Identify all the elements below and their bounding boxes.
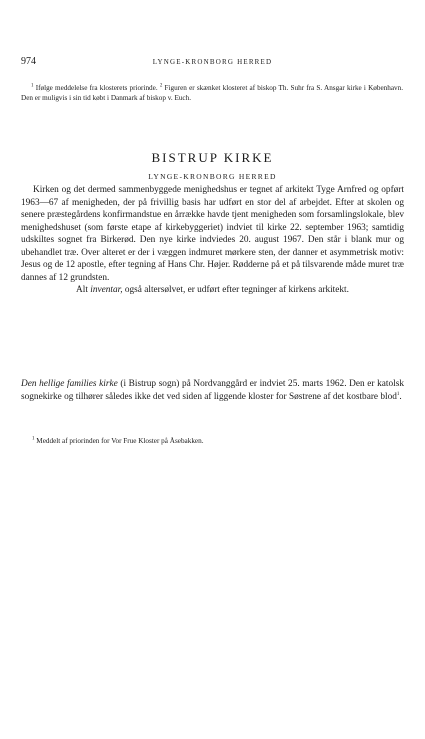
section-title: BISTRUP KIRKE [151,150,274,165]
footnote-text: Meddelt af priorinden for Vor Frue Kloster på Åsebakken. [36,437,204,445]
section-subtitle: LYNGE-KRONBORG HERRED [148,172,277,181]
church-name: Den hellige families kirke [21,379,118,389]
inventar-line [21,284,404,297]
page-number: 974 [21,56,36,67]
footnote-mark: 2 [159,83,163,89]
sentence-end: . [399,391,402,402]
body-text [21,184,404,297]
lead-paragraph: Kirken og det dermed sammenbyggede menighedshus er tegnet af arkitekt Tyge Arnfred og opført 1963—67 af menigheden, der på frivillig basis har udført en stor del af arbejdet. Efter at skolen og senere præstegårdens konfirmandstue en årrække havde tjent menigheden som forsamlingslokale, blev menighedshuset (som første etape af kirkebyggeriet) indviet til kirke 22. september 1963; samtidig udskiltes sognet fra Birkerød. Den nye kirke indviedes 20. august 1967. Den står i blank mur og ubehandlet træ. Over alteret er der i væggen indmuret mørkere sten, der danner et asymmetrisk motiv: Jesus og de 12 apostle, efter tegning af Hans Chr. Højer. Rødderne på et på tilsvarende måde muret træ dannes af 12 grundsten. [21,185,404,283]
top-footnote [21,84,403,103]
inventar-prefix: Alt [76,285,88,295]
inventar-italic: inventar, [90,285,123,295]
running-head: LYNGE-KRONBORG HERRED [152,58,273,66]
footnote-mark: 1 [31,83,34,89]
footnote-mark: 1 [396,391,400,397]
second-paragraph [21,378,404,403]
footnote-text: Ifølge meddelelse fra klosterets priorinde. [35,84,158,92]
inventar-rest: også altersølvet, er udført efter tegninger af kirkens arkitekt. [124,285,349,295]
footnote-text: Figuren er skænket klosteret af biskop Th. Suhr fra S. Ansgar kirke i København. Den er muligvis i sin tid købt i Danmark af biskop v. Euch. [21,84,404,102]
footnote-mark: 1 [32,436,35,442]
bottom-footnote [32,437,402,447]
second-paragraph-text: (i Bistrup sogn) på Nordvanggård er indviet 25. marts 1962. Den er katolsk sognekirke og tilhører således ikke det ved siden af liggende kloster for Søstrene af det kostbare blod [21,379,404,402]
